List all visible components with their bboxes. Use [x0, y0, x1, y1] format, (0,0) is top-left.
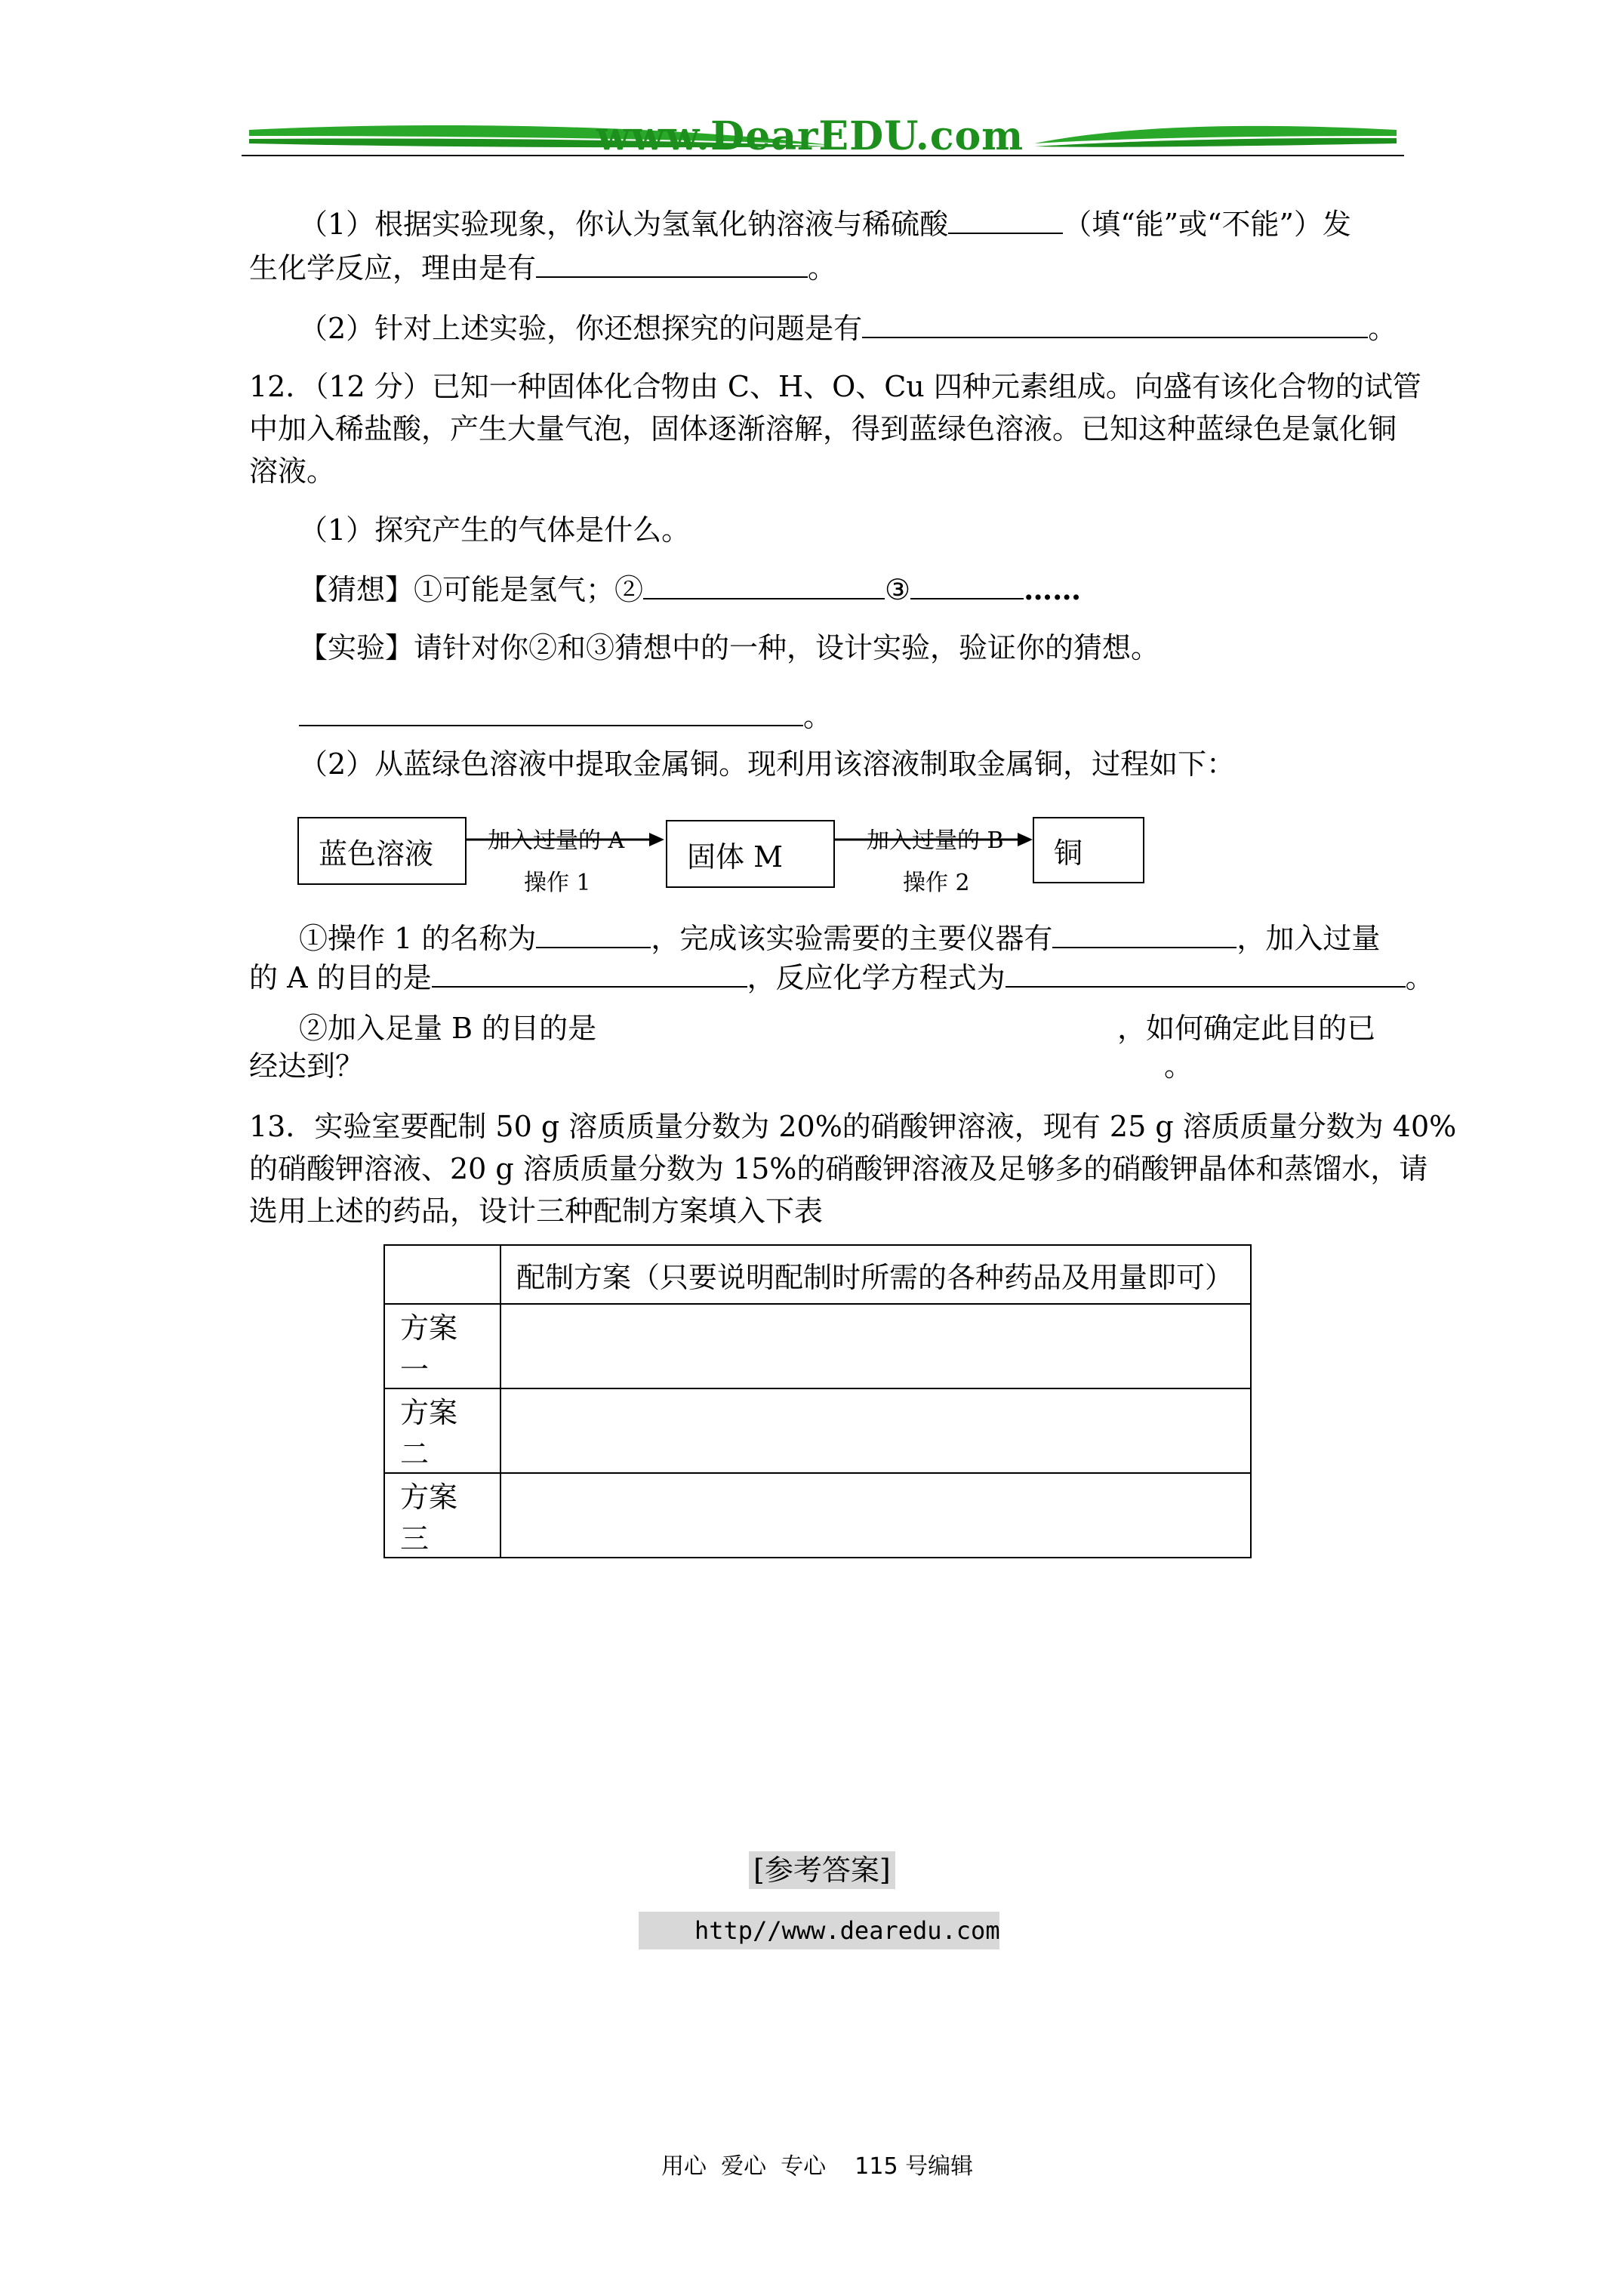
flow-box-copper-label: 铜 — [1054, 836, 1083, 870]
flow-arrow-2-bottom: 操作 2 — [903, 870, 970, 896]
flow-box-solution — [297, 817, 467, 885]
q12-sub2-text-a: ②加入足量 B 的目的是 — [299, 1012, 597, 1045]
q12-intro-line1: 12．（12 分）已知一种固体化合物由 C、H、O、Cu 四种元素组成。向盛有该化合物的试管 — [249, 370, 1421, 403]
answer-blank[interactable] — [432, 956, 747, 988]
q12-experiment-end: 。 — [803, 700, 833, 733]
q11-part2-line — [299, 307, 1397, 350]
flow-arrow-1-bottom: 操作 1 — [524, 870, 591, 896]
q12-guess-text-a: 【猜想】①可能是氢气；② — [299, 573, 644, 606]
q12-sub2-text-b: ，如何确定此目的已 — [1117, 1012, 1376, 1045]
plan-row-label: 方案三 — [384, 1473, 500, 1558]
answer-blank[interactable] — [1052, 917, 1236, 948]
answer-blank[interactable] — [862, 307, 1368, 338]
source-url[interactable]: http//www.dearedu.com — [639, 1912, 999, 1949]
plan-answer-cell[interactable] — [500, 1304, 1251, 1388]
answer-blank[interactable] — [536, 246, 808, 278]
q12-intro-line3: 溶液。 — [249, 455, 336, 488]
q12-part1-title: （1）探究产生的气体是什么。 — [299, 513, 691, 547]
q12-guess-text-c: …… — [1024, 572, 1082, 606]
flow-box-solid-m-label: 固体 M — [687, 840, 783, 874]
page-footer: 用心 爱心 专心 115 号编辑 — [661, 2153, 974, 2180]
q13-line3: 选用上述的药品，设计三种配制方案填入下表 — [249, 1194, 824, 1228]
q12-experiment-line: 【实验】请针对你②和③猜想中的一种，设计实验，验证你的猜想。 — [299, 631, 1160, 664]
flow-arrow-2-top: 加入过量的 B — [867, 827, 1004, 854]
plan-answer-cell[interactable] — [500, 1473, 1251, 1558]
q12-sub1-text-e: ，反应化学方程式为 — [747, 961, 1006, 994]
plan-table — [383, 1244, 1252, 1558]
q11-part2-text-a: （2）针对上述实验，你还想探究的问题是有 — [299, 312, 863, 345]
q12-sub1-line1 — [299, 917, 1380, 960]
q12-sub2-line1 — [299, 1007, 1375, 1049]
q12-sub1-text-d: 的 A 的目的是 — [249, 961, 432, 994]
q12-part2-title: （2）从蓝绿色溶液中提取金属铜。现利用该溶液制取金属铜，过程如下： — [299, 747, 1236, 781]
q11-part1-text-b: （填“能”或“不能”）发 — [1063, 208, 1351, 241]
table-corner-cell — [384, 1245, 500, 1304]
q12-sub1-text-c: ，加入过量 — [1236, 922, 1381, 955]
plan-row-label: 方案一 — [384, 1304, 500, 1388]
answer-key-label: [参考答案] — [749, 1851, 895, 1889]
answer-blank[interactable] — [643, 568, 885, 599]
flow-arrow-1-icon — [467, 831, 666, 849]
q13-line2: 的硝酸钾溶液、20 g 溶质质量分数为 15%的硝酸钾溶液及足够多的硝酸钾晶体和蒸馏水，请 — [249, 1152, 1428, 1185]
answer-blank[interactable] — [536, 917, 651, 948]
q12-sub2-line2 — [249, 1045, 1193, 1087]
table-row — [384, 1304, 1251, 1388]
q12-sub1-text-f: 。 — [1405, 961, 1434, 994]
table-header-cell: 配制方案（只要说明配制时所需的各种药品及用量即可） — [500, 1245, 1251, 1304]
plan-answer-cell[interactable] — [500, 1388, 1251, 1473]
q12-sub1-line2 — [249, 956, 1434, 999]
flow-arrow-2-icon — [835, 831, 1034, 849]
q12-sub1-text-a: ①操作 1 的名称为 — [299, 922, 537, 955]
flow-arrow-1-top: 加入过量的 A — [488, 827, 625, 854]
q13-line1: 13．实验室要配制 50 g 溶质质量分数为 20%的硝酸钾溶液，现有 25 g 溶质质量分数为 40% — [249, 1110, 1457, 1143]
q12-intro-line2: 中加入稀盐酸，产生大量气泡，固体逐渐溶解，得到蓝绿色溶液。已知这种蓝绿色是氯化铜 — [249, 412, 1397, 445]
q12-sub2-text-c: 经达到？ — [249, 1049, 365, 1083]
table-row — [384, 1388, 1251, 1473]
table-header-row — [384, 1245, 1251, 1304]
q11-part1-text-a: （1）根据实验现象，你认为氢氧化钠溶液与稀硫酸 — [299, 208, 949, 241]
table-row — [384, 1473, 1251, 1558]
q11-part1-text-d: 。 — [808, 251, 837, 285]
q12-guess-text-b: ③ — [885, 573, 911, 606]
header-logo — [242, 113, 1404, 166]
q11-part1-text-c: 生化学反应，理由是有 — [249, 251, 537, 285]
flow-box-copper — [1033, 817, 1144, 883]
q11-part1-line2 — [249, 246, 836, 289]
q11-part1-line1 — [299, 202, 1351, 245]
answer-blank[interactable] — [910, 568, 1024, 599]
q11-part2-text-b: 。 — [1368, 312, 1397, 345]
answer-blank[interactable] — [1006, 956, 1406, 988]
header-logo-text: www.DearEDU.com — [596, 113, 1024, 159]
q12-experiment-answer — [299, 695, 832, 738]
q12-sub1-text-b: ，完成该实验需要的主要仪器有 — [651, 922, 1053, 955]
answer-blank[interactable] — [299, 695, 803, 726]
flow-box-solution-label: 蓝色溶液 — [319, 837, 434, 871]
plan-row-label: 方案二 — [384, 1388, 500, 1473]
q12-sub2-text-d: 。 — [1164, 1049, 1193, 1083]
q12-guess-line — [299, 568, 1081, 611]
flow-box-solid-m — [666, 820, 835, 888]
answer-blank[interactable] — [948, 202, 1063, 234]
